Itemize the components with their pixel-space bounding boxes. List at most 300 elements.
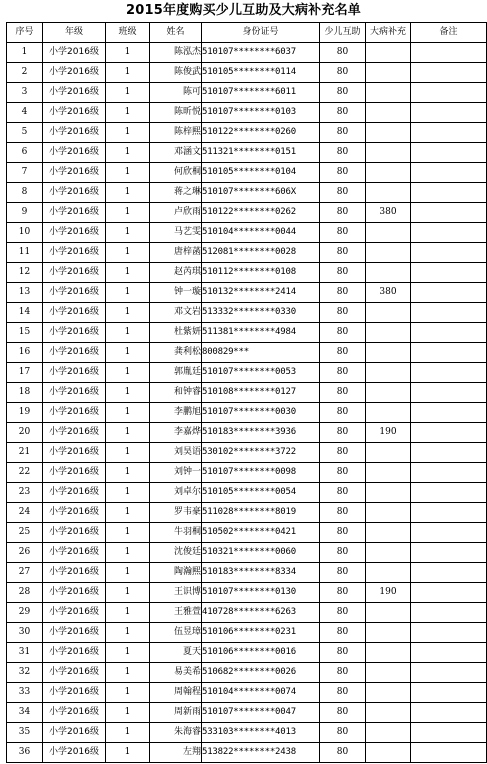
table-row: [7, 463, 487, 483]
cell-grade: 小学2016级: [43, 323, 106, 343]
cell-name: 陈俊武: [150, 63, 202, 83]
cell-illness: [366, 303, 411, 323]
cell-grade: 小学2016级: [43, 703, 106, 723]
cell-class: 1: [106, 263, 150, 283]
cell-illness: 190: [366, 423, 411, 443]
cell-class: 1: [106, 283, 150, 303]
cell-class: 1: [106, 123, 150, 143]
cell-class: 1: [106, 343, 150, 363]
cell-illness: [366, 403, 411, 423]
cell-grade: 小学2016级: [43, 83, 106, 103]
cell-remark: [411, 503, 487, 523]
cell-grade: 小学2016级: [43, 123, 106, 143]
table-row: [7, 163, 487, 183]
cell-child-aid: 80: [320, 63, 366, 83]
cell-illness: [366, 503, 411, 523]
cell-child-aid: 80: [320, 283, 366, 303]
cell-illness: [366, 523, 411, 543]
cell-illness: [366, 743, 411, 763]
cell-no: 9: [7, 203, 43, 223]
cell-grade: 小学2016级: [43, 443, 106, 463]
cell-child-aid: 80: [320, 703, 366, 723]
cell-grade: 小学2016级: [43, 43, 106, 63]
cell-grade: 小学2016级: [43, 343, 106, 363]
cell-remark: [411, 143, 487, 163]
cell-grade: 小学2016级: [43, 63, 106, 83]
table-row: [7, 63, 487, 83]
cell-remark: [411, 83, 487, 103]
cell-grade: 小学2016级: [43, 643, 106, 663]
cell-illness: [366, 83, 411, 103]
cell-illness: [366, 603, 411, 623]
cell-name: 陶瀚熙: [150, 563, 202, 583]
header-child-aid: 少儿互助: [320, 23, 366, 43]
cell-name: 邓文岩: [150, 303, 202, 323]
cell-name: 陈昕悦: [150, 103, 202, 123]
cell-class: 1: [106, 463, 150, 483]
cell-remark: [411, 163, 487, 183]
table-row: [7, 623, 487, 643]
cell-no: 31: [7, 643, 43, 663]
table-row: [7, 663, 487, 683]
cell-class: 1: [106, 143, 150, 163]
cell-class: 1: [106, 303, 150, 323]
cell-grade: 小学2016级: [43, 203, 106, 223]
cell-illness: [366, 183, 411, 203]
cell-grade: 小学2016级: [43, 163, 106, 183]
cell-remark: [411, 543, 487, 563]
header-remark: 备注: [411, 23, 487, 43]
cell-name: 周翰程: [150, 683, 202, 703]
cell-id: 510107********0047: [202, 703, 320, 723]
cell-name: 罗韦豪: [150, 503, 202, 523]
cell-child-aid: 80: [320, 523, 366, 543]
cell-grade: 小学2016级: [43, 283, 106, 303]
cell-name: 沈俊廷: [150, 543, 202, 563]
cell-illness: [366, 463, 411, 483]
cell-child-aid: 80: [320, 463, 366, 483]
cell-no: 28: [7, 583, 43, 603]
cell-remark: [411, 723, 487, 743]
table-row: [7, 523, 487, 543]
cell-child-aid: 80: [320, 623, 366, 643]
cell-grade: 小学2016级: [43, 143, 106, 163]
cell-class: 1: [106, 723, 150, 743]
cell-grade: 小学2016级: [43, 423, 106, 443]
cell-child-aid: 80: [320, 423, 366, 443]
cell-name: 李嘉烨: [150, 423, 202, 443]
cell-child-aid: 80: [320, 403, 366, 423]
cell-no: 19: [7, 403, 43, 423]
cell-id: 510104********0074: [202, 683, 320, 703]
cell-illness: [366, 63, 411, 83]
cell-illness: [366, 263, 411, 283]
cell-remark: [411, 363, 487, 383]
cell-name: 王雅萱: [150, 603, 202, 623]
cell-no: 5: [7, 123, 43, 143]
cell-id: 510502********0421: [202, 523, 320, 543]
cell-grade: 小学2016级: [43, 303, 106, 323]
table-row: [7, 83, 487, 103]
cell-no: 18: [7, 383, 43, 403]
table-row: [7, 243, 487, 263]
cell-child-aid: 80: [320, 383, 366, 403]
cell-no: 22: [7, 463, 43, 483]
cell-child-aid: 80: [320, 643, 366, 663]
cell-no: 15: [7, 323, 43, 343]
cell-name: 王识博: [150, 583, 202, 603]
cell-child-aid: 80: [320, 343, 366, 363]
cell-illness: [366, 43, 411, 63]
cell-remark: [411, 223, 487, 243]
cell-no: 34: [7, 703, 43, 723]
cell-name: 陈梓熙: [150, 123, 202, 143]
cell-no: 27: [7, 563, 43, 583]
cell-remark: [411, 103, 487, 123]
cell-name: 李鹏旭: [150, 403, 202, 423]
cell-illness: [366, 663, 411, 683]
cell-id: 511381********4984: [202, 323, 320, 343]
cell-class: 1: [106, 443, 150, 463]
cell-class: 1: [106, 63, 150, 83]
cell-remark: [411, 643, 487, 663]
cell-remark: [411, 663, 487, 683]
cell-child-aid: 80: [320, 223, 366, 243]
cell-child-aid: 80: [320, 203, 366, 223]
cell-name: 朱海睿: [150, 723, 202, 743]
cell-remark: [411, 603, 487, 623]
cell-id: 511028********8019: [202, 503, 320, 523]
table-row: [7, 363, 487, 383]
cell-remark: [411, 463, 487, 483]
cell-remark: [411, 323, 487, 343]
table-row: [7, 583, 487, 603]
cell-id: 510106********0231: [202, 623, 320, 643]
cell-remark: [411, 183, 487, 203]
table-row: [7, 543, 487, 563]
cell-no: 26: [7, 543, 43, 563]
cell-remark: [411, 383, 487, 403]
cell-name: 邓涵文: [150, 143, 202, 163]
cell-grade: 小学2016级: [43, 463, 106, 483]
cell-illness: [366, 343, 411, 363]
cell-remark: [411, 563, 487, 583]
cell-name: 赵芮琪: [150, 263, 202, 283]
cell-no: 7: [7, 163, 43, 183]
cell-child-aid: 80: [320, 363, 366, 383]
cell-id: 510107********606X: [202, 183, 320, 203]
cell-id: 510132********2414: [202, 283, 320, 303]
cell-illness: [366, 543, 411, 563]
cell-grade: 小学2016级: [43, 363, 106, 383]
cell-no: 21: [7, 443, 43, 463]
cell-no: 1: [7, 43, 43, 63]
cell-remark: [411, 263, 487, 283]
cell-child-aid: 80: [320, 323, 366, 343]
cell-name: 龚利松: [150, 343, 202, 363]
cell-child-aid: 80: [320, 683, 366, 703]
cell-no: 24: [7, 503, 43, 523]
cell-class: 1: [106, 203, 150, 223]
table-row: [7, 223, 487, 243]
cell-illness: [366, 483, 411, 503]
header-no: 序号: [7, 23, 43, 43]
cell-child-aid: 80: [320, 543, 366, 563]
table-row: [7, 43, 487, 63]
cell-illness: [366, 623, 411, 643]
cell-child-aid: 80: [320, 583, 366, 603]
cell-illness: [366, 323, 411, 343]
cell-name: 何欣桐: [150, 163, 202, 183]
cell-no: 6: [7, 143, 43, 163]
cell-id: 510106********0016: [202, 643, 320, 663]
cell-child-aid: 80: [320, 43, 366, 63]
cell-name: 卢欣雨: [150, 203, 202, 223]
cell-remark: [411, 703, 487, 723]
cell-child-aid: 80: [320, 123, 366, 143]
table-row: [7, 303, 487, 323]
cell-class: 1: [106, 83, 150, 103]
cell-name: 周新雨: [150, 703, 202, 723]
cell-id: 530102********3722: [202, 443, 320, 463]
cell-child-aid: 80: [320, 483, 366, 503]
header-illness: 大病补充: [366, 23, 411, 43]
cell-class: 1: [106, 243, 150, 263]
table-row: [7, 683, 487, 703]
table-row: [7, 103, 487, 123]
cell-class: 1: [106, 623, 150, 643]
cell-remark: [411, 123, 487, 143]
cell-no: 30: [7, 623, 43, 643]
cell-no: 20: [7, 423, 43, 443]
table-row: [7, 563, 487, 583]
cell-class: 1: [106, 103, 150, 123]
cell-no: 36: [7, 743, 43, 763]
cell-child-aid: 80: [320, 243, 366, 263]
cell-no: 14: [7, 303, 43, 323]
cell-no: 35: [7, 723, 43, 743]
cell-child-aid: 80: [320, 503, 366, 523]
cell-illness: [366, 223, 411, 243]
cell-grade: 小学2016级: [43, 563, 106, 583]
cell-illness: [366, 383, 411, 403]
table-row: [7, 423, 487, 443]
cell-child-aid: 80: [320, 143, 366, 163]
cell-illness: [366, 103, 411, 123]
cell-no: 3: [7, 83, 43, 103]
cell-name: 左翔: [150, 743, 202, 763]
header-grade: 年级: [43, 23, 106, 43]
cell-child-aid: 80: [320, 563, 366, 583]
cell-name: 蒋之琳: [150, 183, 202, 203]
cell-id: 510105********0104: [202, 163, 320, 183]
cell-grade: 小学2016级: [43, 743, 106, 763]
cell-class: 1: [106, 323, 150, 343]
cell-no: 25: [7, 523, 43, 543]
cell-no: 32: [7, 663, 43, 683]
cell-no: 4: [7, 103, 43, 123]
table-row: [7, 503, 487, 523]
cell-id: 510105********0054: [202, 483, 320, 503]
cell-remark: [411, 343, 487, 363]
cell-id: 512081********0028: [202, 243, 320, 263]
table-row: [7, 283, 487, 303]
cell-class: 1: [106, 703, 150, 723]
cell-id: 510107********0130: [202, 583, 320, 603]
cell-remark: [411, 743, 487, 763]
cell-child-aid: 80: [320, 303, 366, 323]
header-row: [7, 23, 487, 43]
cell-id: 510107********6011: [202, 83, 320, 103]
cell-id: 510122********0260: [202, 123, 320, 143]
cell-no: 10: [7, 223, 43, 243]
cell-class: 1: [106, 383, 150, 403]
cell-class: 1: [106, 743, 150, 763]
cell-class: 1: [106, 183, 150, 203]
cell-name: 刘钟一: [150, 463, 202, 483]
cell-class: 1: [106, 603, 150, 623]
cell-child-aid: 80: [320, 743, 366, 763]
cell-name: 马艺雯: [150, 223, 202, 243]
table-row: [7, 443, 487, 463]
cell-class: 1: [106, 563, 150, 583]
table-row: [7, 643, 487, 663]
cell-id: 510321********0060: [202, 543, 320, 563]
cell-child-aid: 80: [320, 263, 366, 283]
cell-no: 2: [7, 63, 43, 83]
cell-illness: [366, 163, 411, 183]
cell-grade: 小学2016级: [43, 183, 106, 203]
cell-id: 510104********0044: [202, 223, 320, 243]
cell-class: 1: [106, 483, 150, 503]
cell-no: 12: [7, 263, 43, 283]
cell-name: 牛羽桐: [150, 523, 202, 543]
cell-grade: 小学2016级: [43, 243, 106, 263]
cell-class: 1: [106, 403, 150, 423]
cell-illness: [366, 143, 411, 163]
cell-id: 510183********3936: [202, 423, 320, 443]
cell-name: 陈泓杰: [150, 43, 202, 63]
cell-remark: [411, 43, 487, 63]
cell-class: 1: [106, 663, 150, 683]
document-title: 2015年度购买少儿互助及大病补充名单: [126, 3, 361, 18]
roster-table: [6, 22, 487, 763]
table-row: [7, 483, 487, 503]
cell-id: 513822********2438: [202, 743, 320, 763]
table-row: [7, 723, 487, 743]
cell-class: 1: [106, 43, 150, 63]
cell-no: 33: [7, 683, 43, 703]
cell-remark: [411, 203, 487, 223]
cell-child-aid: 80: [320, 83, 366, 103]
cell-id: 510122********0262: [202, 203, 320, 223]
cell-illness: [366, 723, 411, 743]
cell-remark: [411, 303, 487, 323]
cell-name: 和钟睿: [150, 383, 202, 403]
cell-grade: 小学2016级: [43, 103, 106, 123]
cell-grade: 小学2016级: [43, 683, 106, 703]
table-row: [7, 263, 487, 283]
cell-class: 1: [106, 363, 150, 383]
cell-illness: 190: [366, 583, 411, 603]
cell-class: 1: [106, 523, 150, 543]
table-row: [7, 123, 487, 143]
cell-remark: [411, 443, 487, 463]
cell-illness: 380: [366, 283, 411, 303]
cell-name: 易美希: [150, 663, 202, 683]
table-row: [7, 323, 487, 343]
cell-no: 8: [7, 183, 43, 203]
cell-name: 杜紫妍: [150, 323, 202, 343]
cell-name: 刘昊语: [150, 443, 202, 463]
table-row: [7, 703, 487, 723]
cell-remark: [411, 243, 487, 263]
cell-name: 钟一璇: [150, 283, 202, 303]
cell-child-aid: 80: [320, 663, 366, 683]
cell-remark: [411, 683, 487, 703]
cell-grade: 小学2016级: [43, 263, 106, 283]
cell-grade: 小学2016级: [43, 583, 106, 603]
cell-remark: [411, 583, 487, 603]
cell-class: 1: [106, 683, 150, 703]
cell-id: 800829***: [202, 343, 320, 363]
cell-remark: [411, 63, 487, 83]
cell-remark: [411, 403, 487, 423]
table-row: [7, 743, 487, 763]
cell-name: 陈可: [150, 83, 202, 103]
cell-illness: [366, 443, 411, 463]
table-row: [7, 383, 487, 403]
cell-class: 1: [106, 643, 150, 663]
cell-name: 伍昱璋: [150, 623, 202, 643]
cell-id: 510107********0098: [202, 463, 320, 483]
cell-id: 510107********6037: [202, 43, 320, 63]
cell-id: 533103********4013: [202, 723, 320, 743]
table-row: [7, 343, 487, 363]
table-row: [7, 403, 487, 423]
cell-child-aid: 80: [320, 163, 366, 183]
cell-class: 1: [106, 543, 150, 563]
cell-name: 唐梓菡: [150, 243, 202, 263]
cell-id: 510105********0114: [202, 63, 320, 83]
table-row: [7, 603, 487, 623]
cell-remark: [411, 283, 487, 303]
cell-illness: 380: [366, 203, 411, 223]
cell-grade: 小学2016级: [43, 623, 106, 643]
cell-grade: 小学2016级: [43, 543, 106, 563]
cell-no: 16: [7, 343, 43, 363]
table-row: [7, 143, 487, 163]
cell-illness: [366, 243, 411, 263]
cell-child-aid: 80: [320, 103, 366, 123]
cell-class: 1: [106, 583, 150, 603]
cell-remark: [411, 483, 487, 503]
cell-id: 511321********0151: [202, 143, 320, 163]
cell-id: 510108********0127: [202, 383, 320, 403]
cell-no: 17: [7, 363, 43, 383]
cell-class: 1: [106, 223, 150, 243]
table-body: [7, 43, 487, 763]
cell-remark: [411, 423, 487, 443]
header-name: 姓名: [150, 23, 202, 43]
cell-illness: [366, 363, 411, 383]
header-id: 身份证号: [202, 23, 320, 43]
cell-id: 510107********0030: [202, 403, 320, 423]
table-row: [7, 203, 487, 223]
cell-child-aid: 80: [320, 443, 366, 463]
cell-class: 1: [106, 503, 150, 523]
cell-id: 510107********0103: [202, 103, 320, 123]
